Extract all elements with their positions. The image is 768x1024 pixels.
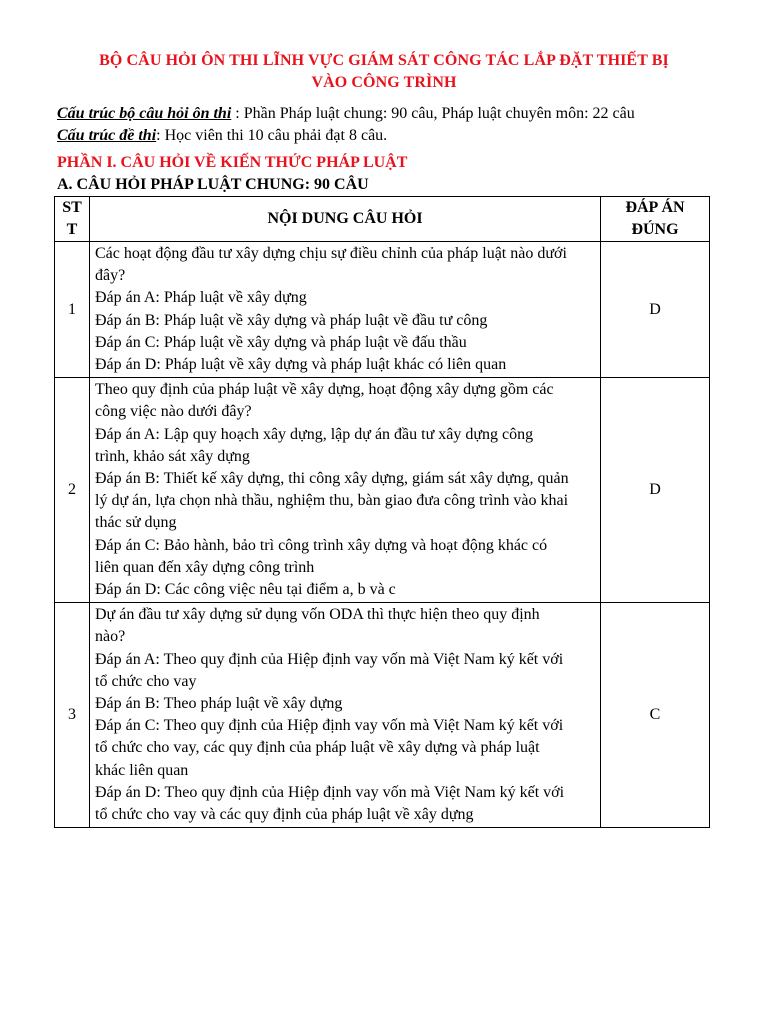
answer-option-c: Đáp án C: Theo quy định của Hiệp định vay vốn mà Việt Nam ký kết với (95, 717, 564, 735)
header-stt-line-1: ST (62, 199, 82, 216)
table-header-row (55, 197, 710, 242)
answer-option-d: Đáp án D: Các công việc nêu tại điểm a, b và c (95, 581, 396, 599)
document-title (60, 50, 708, 94)
question-content (90, 603, 601, 828)
question-number: 2 (55, 378, 90, 603)
header-answer-line-2: ĐÚNG (631, 221, 679, 238)
question-line: Dự án đầu tư xây dựng sử dụng vốn ODA thì thực hiện theo quy định (95, 606, 540, 624)
answer-option-b: Đáp án B: Thiết kế xây dựng, thi công xây dựng, giám sát xây dựng, quản (95, 470, 569, 488)
document-title-line-1: BỘ CÂU HỎI ÔN THI LĨNH VỰC GIÁM SÁT CÔNG TÁC LẮP ĐẶT THIẾT BỊ (99, 52, 669, 69)
correct-answer: C (601, 603, 710, 828)
header-answer (601, 197, 710, 242)
document-title-line-2: VÀO CÔNG TRÌNH (311, 74, 457, 91)
question-bank-structure-text: : Phần Pháp luật chung: 90 câu, Pháp luật chuyên môn: 22 câu (231, 105, 635, 122)
answer-option-d: Đáp án D: Pháp luật về xây dựng và pháp luật khác có liên quan (95, 356, 507, 374)
answer-option-b: Đáp án B: Theo pháp luật về xây dựng (95, 695, 343, 713)
table-row (55, 378, 710, 603)
question-line: nào? (95, 628, 126, 646)
answer-option-b: Đáp án B: Pháp luật về xây dựng và pháp luật về đầu tư công (95, 311, 488, 329)
answer-option-d: Đáp án D: Theo quy định của Hiệp định vay vốn mà Việt Nam ký kết với (95, 783, 565, 801)
header-stt (55, 197, 90, 242)
correct-answer: D (601, 378, 710, 603)
exam-structure (57, 126, 387, 146)
question-bank-structure-label: Cấu trúc bộ câu hỏi ôn thi (57, 105, 232, 122)
answer-option-a: Đáp án A: Theo quy định của Hiệp định vay vốn mà Việt Nam ký kết với (95, 650, 564, 668)
answer-option-c: Đáp án C: Pháp luật về xây dựng và pháp luật về đấu thầu (95, 333, 467, 351)
question-line: Các hoạt động đầu tư xây dựng chịu sự điều chỉnh của pháp luật nào dưới (95, 245, 567, 262)
answer-option-c: Đáp án C: Bảo hành, bảo trì công trình xây dựng và hoạt động khác có (95, 536, 548, 554)
question-line: đây? (95, 267, 126, 285)
answer-option-c-cont: tổ chức cho vay, các quy định của pháp luật về xây dựng và pháp luật (95, 739, 540, 757)
answer-option-c-cont: liên quan đến xây dựng công trình (95, 558, 315, 576)
section-heading: A. CÂU HỎI PHÁP LUẬT CHUNG: 90 CÂU (57, 176, 369, 193)
answer-option-c-cont: khác liên quan (95, 761, 189, 779)
question-line: Theo quy định của pháp luật về xây dựng, hoạt động xây dựng gồm các (95, 381, 554, 399)
exam-structure-text: : Học viên thi 10 câu phải đạt 8 câu. (156, 127, 388, 144)
question-number: 3 (55, 603, 90, 828)
correct-answer: D (601, 242, 710, 378)
question-number: 1 (55, 242, 90, 378)
answer-option-b-cont: lý dự án, lựa chọn nhà thầu, nghiệm thu, bàn giao đưa công trình vào khai (95, 492, 569, 510)
question-line: công việc nào dưới đây? (95, 403, 252, 421)
answer-option-a-cont: tổ chức cho vay (95, 672, 197, 690)
answer-option-b-cont: thác sử dụng (95, 514, 177, 532)
header-content: NỘI DUNG CÂU HỎI (90, 197, 601, 242)
answer-option-a-cont: trình, khảo sát xây dựng (95, 447, 250, 465)
questions-table (54, 196, 710, 828)
answer-option-d-cont: tổ chức cho vay và các quy định của pháp luật về xây dựng (95, 806, 474, 824)
answer-option-a: Đáp án A: Pháp luật về xây dựng (95, 289, 307, 307)
table-row (55, 242, 710, 378)
answer-option-a: Đáp án A: Lập quy hoạch xây dựng, lập dự án đầu tư xây dựng công (95, 425, 534, 443)
question-content (90, 242, 601, 378)
part-heading: PHẦN I. CÂU HỎI VỀ KIẾN THỨC PHÁP LUẬT (57, 154, 408, 171)
table-row (55, 603, 710, 828)
header-answer-line-1: ĐÁP ÁN (625, 199, 685, 216)
exam-structure-label: Cấu trúc đề thi (57, 127, 157, 144)
header-stt-line-2: T (66, 221, 78, 238)
question-bank-structure (57, 104, 635, 124)
question-content (90, 378, 601, 603)
